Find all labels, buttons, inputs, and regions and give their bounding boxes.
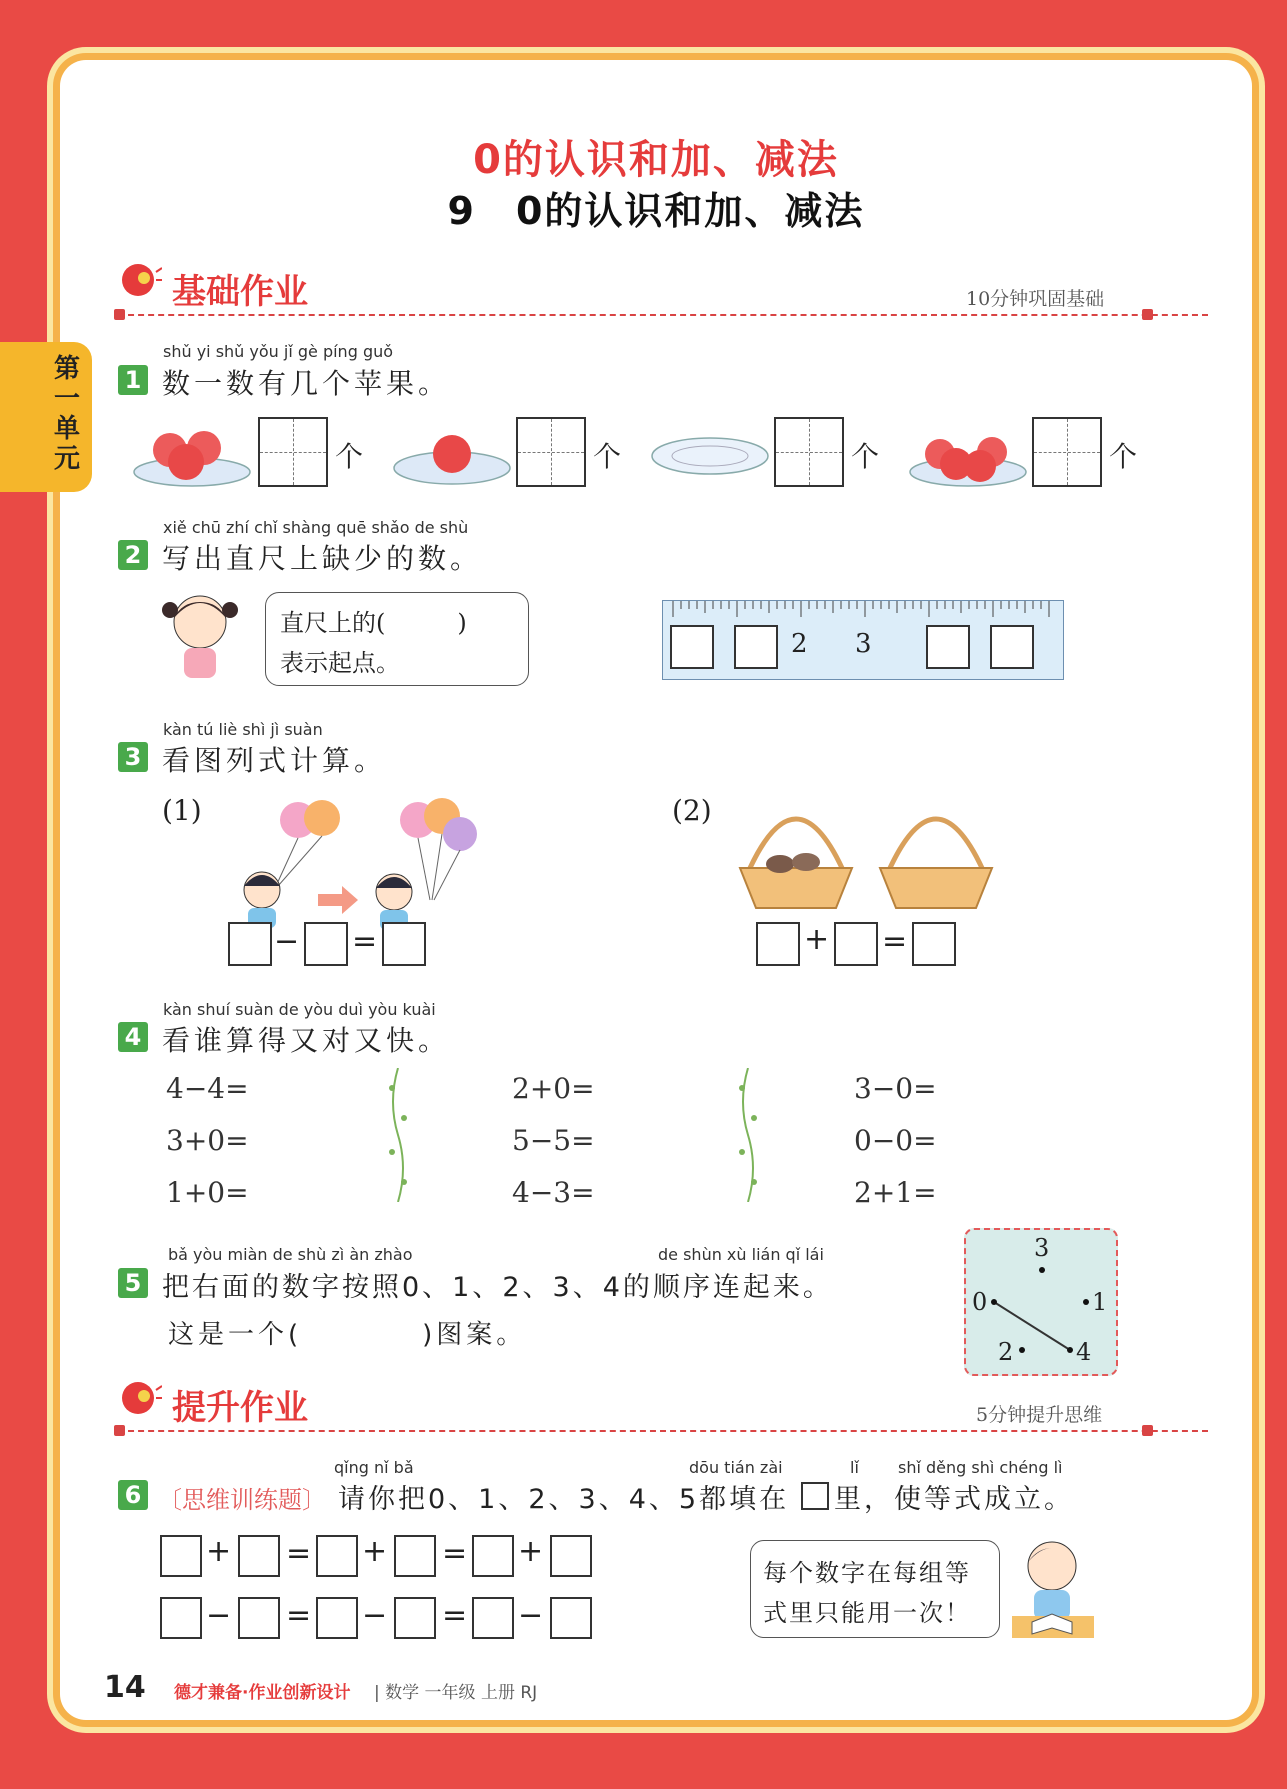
q6-pinyin: qǐng nǐ bǎ [334,1458,414,1477]
q6-box[interactable] [160,1597,202,1639]
dot-label: 1 [1092,1288,1108,1316]
section-title-advanced: 提升作业 [172,1388,308,1428]
q2-speech-bubble [265,592,529,686]
q6-pinyin-3: lǐ [850,1458,859,1477]
ruler-answer-box[interactable] [990,625,1034,669]
section-note-advanced: 5分钟提升思维 [976,1404,1103,1426]
q6-box[interactable] [394,1535,436,1577]
unit-side-tab [0,342,92,492]
calc-item[interactable]: 2+1= [854,1176,937,1209]
q3-2-box[interactable] [834,922,878,966]
q6-speech-bubble [750,1540,1000,1638]
unit-side-tab-label: 第一单元 [53,354,80,474]
page-number: 14 [104,1670,146,1705]
chapter-title: 0的认识和加、减法 [473,137,839,183]
q2-bubble-line1: 直尺上的( ) [280,609,467,637]
plus-sign: + [804,922,830,957]
bell-icon [118,258,162,302]
q2-number: 2 [118,540,148,570]
section-title-basic: 基础作业 [172,272,308,312]
q6-pinyin-2: dōu tián zài [689,1458,783,1477]
calc-item[interactable]: 4−4= [166,1072,249,1105]
plus-sign: + [518,1534,544,1569]
divider-end [114,309,125,320]
equals-sign: = [286,1536,312,1571]
q2-bubble-line2: 表示起点。 [280,649,400,677]
calc-item[interactable]: 0−0= [854,1124,937,1157]
divider-end [114,1425,125,1436]
q1-answer-box[interactable] [774,417,844,487]
plate-one-apple-icon [390,410,515,490]
q2-pinyin: xiě chū zhí chǐ shàng quē shǎo de shù [163,518,469,537]
q3-label-1: (1) [162,794,202,827]
q1-number: 1 [118,365,148,395]
bell-icon [118,1376,162,1420]
q5-text: 把右面的数字按照0、1、2、3、4的顺序连起来。 [162,1272,833,1303]
q3-1-box[interactable] [304,922,348,966]
q6-tag: 〔思维训练题〕 [158,1486,326,1514]
section-divider [118,1430,1208,1432]
equals-sign: = [442,1598,468,1633]
q2-text: 写出直尺上缺少的数。 [162,542,483,575]
dot-label: 3 [1034,1234,1050,1262]
calc-item[interactable]: 2+0= [512,1072,595,1105]
section-note-basic: 10分钟巩固基础 [966,288,1105,310]
vine-divider-icon [386,1068,410,1202]
ruler-number: 2 [791,629,808,659]
girl-illustration [160,588,242,684]
ruler-answer-box[interactable] [926,625,970,669]
q5-pinyin: bǎ yòu miàn de shù zì àn zhào [168,1245,413,1264]
q6-text-a: 请你把0、1、2、3、4、5都填在 [338,1484,790,1515]
footer-subject: | 数学 一年级 上册 RJ [374,1683,538,1703]
q6-box[interactable] [472,1535,514,1577]
ruler-answer-box[interactable] [670,625,714,669]
q6-box[interactable] [550,1535,592,1577]
plate-three-apples-icon [130,410,255,490]
worksheet-page [60,60,1252,1720]
ruler-ticks [663,601,1063,621]
q6-bubble-line2: 式里只能用一次！ [763,1599,971,1627]
plus-sign: + [206,1534,232,1569]
q3-2-box[interactable] [756,922,800,966]
q6-number: 6 [118,1480,148,1510]
q3-number: 3 [118,742,148,772]
q5-pinyin-2: de shùn xù lián qǐ lái [658,1245,824,1264]
minus-sign: − [206,1598,232,1633]
dot-label: 2 [998,1338,1014,1366]
ruler [662,600,1064,680]
q3-pinyin: kàn tú liè shì jì suàn [163,720,323,739]
dot-label: 4 [1076,1338,1092,1366]
q3-label-2: (2) [672,794,712,827]
q6-box[interactable] [238,1535,280,1577]
q6-box[interactable] [472,1597,514,1639]
q4-number: 4 [118,1022,148,1052]
calc-item[interactable]: 1+0= [166,1176,249,1209]
calc-item[interactable]: 3−0= [854,1072,937,1105]
q6-box[interactable] [238,1597,280,1639]
ruler-number: 3 [855,629,872,659]
equals-sign: = [882,924,908,959]
q3-1-box[interactable] [228,922,272,966]
q1-answer-box[interactable] [516,417,586,487]
q3-text: 看图列式计算。 [162,744,387,777]
equals-sign: = [352,924,378,959]
calc-item[interactable]: 4−3= [512,1176,595,1209]
plate-four-apples-icon [906,410,1031,490]
q6-pinyin-4: shǐ děng shì chéng lì [898,1458,1063,1477]
q6-box[interactable] [316,1597,358,1639]
q3-2-box[interactable] [912,922,956,966]
q1-pinyin: shǔ yi shǔ yǒu jǐ gè píng guǒ [163,342,394,361]
q6-box[interactable] [550,1597,592,1639]
q4-text: 看谁算得又对又快。 [162,1024,451,1057]
section-divider [118,314,1208,316]
equals-sign: = [286,1598,312,1633]
equals-sign: = [442,1536,468,1571]
q1-unit: 个 [1109,440,1138,473]
minus-sign: − [362,1598,388,1633]
calc-item[interactable]: 5−5= [512,1124,595,1157]
boy-reading-illustration [1008,1532,1098,1644]
lesson-title: 9 0的认识和加、减法 [447,189,865,233]
q5-line2: 这是一个( )图案。 [168,1320,527,1350]
q1-answer-box[interactable] [258,417,328,487]
divider-end [1142,1425,1153,1436]
minus-sign: − [274,924,300,959]
vine-divider-icon [736,1068,760,1202]
plus-sign: + [362,1534,388,1569]
empty-plate-icon [648,410,773,490]
q6-bubble-line1: 每个数字在每组等 [763,1559,971,1587]
q3-1-box[interactable] [382,922,426,966]
footer-brand: 德才兼备·作业创新设计 [174,1683,351,1703]
q6-box[interactable] [316,1535,358,1577]
q6-text-b: 里，使等式成立。 [834,1484,1074,1515]
dot-pattern-card [964,1228,1118,1376]
q5-number: 5 [118,1268,148,1298]
q4-pinyin: kàn shuí suàn de yòu duì yòu kuài [163,1000,436,1019]
q1-unit: 个 [335,440,364,473]
q1-unit: 个 [851,440,880,473]
boy-balloons-illustration [218,790,478,930]
q1-unit: 个 [593,440,622,473]
dot-label: 0 [972,1288,988,1316]
baskets-illustration [736,790,1006,920]
q6-box[interactable] [160,1535,202,1577]
q1-answer-box[interactable] [1032,417,1102,487]
ruler-answer-box[interactable] [734,625,778,669]
q6-box[interactable] [394,1597,436,1639]
divider-end [1142,309,1153,320]
q1-text: 数一数有几个苹果。 [162,367,451,400]
minus-sign: − [518,1598,544,1633]
calc-item[interactable]: 3+0= [166,1124,249,1157]
inline-box-icon [801,1482,829,1510]
